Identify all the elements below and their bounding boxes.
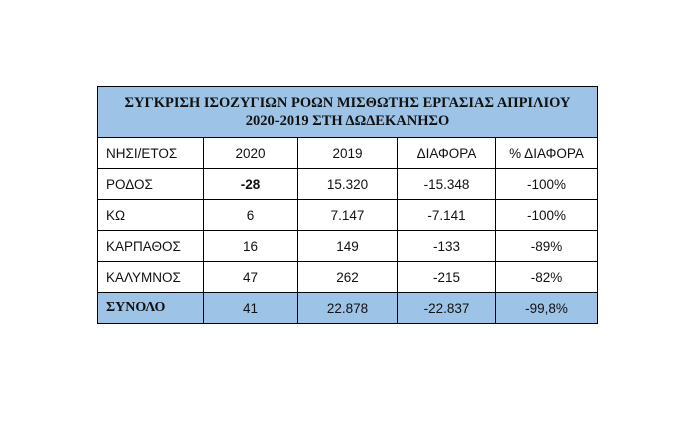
cell-percent-difference: -100% [496,169,598,200]
table-title-line2: 2020-2019 ΣΤΗ ΔΩΔΕΚΑΝΗΣΟ [245,113,450,129]
comparison-table [97,86,598,324]
cell-difference: -15.348 [398,169,496,200]
header-row [98,138,598,169]
cell-island: ΚΩ [98,200,204,231]
table-row-rodos [98,169,598,200]
table-title [98,87,598,138]
total-label: ΣΥΝΟΛΟ [98,293,204,324]
header-island-year: ΝΗΣΙ/ΕΤΟΣ [98,138,204,169]
total-difference: -22.837 [398,293,496,324]
cell-difference: -133 [398,231,496,262]
total-row [98,293,598,324]
cell-2020: 47 [204,262,298,293]
cell-2019: 262 [298,262,398,293]
table-row-kalymnos [98,262,598,293]
header-percent-difference: % ΔΙΑΦΟΡΑ [496,138,598,169]
cell-percent-difference: -100% [496,200,598,231]
table-row-kos [98,200,598,231]
cell-2020: -28 [204,169,298,200]
header-difference: ΔΙΑΦΟΡΑ [398,138,496,169]
header-2020: 2020 [204,138,298,169]
table-title-row [98,87,598,138]
cell-difference: -215 [398,262,496,293]
cell-2019: 149 [298,231,398,262]
cell-2020: 6 [204,200,298,231]
cell-2019: 15.320 [298,169,398,200]
cell-island: ΚΑΡΠΑΘΟΣ [98,231,204,262]
cell-percent-difference: -82% [496,262,598,293]
total-percent-difference: -99,8% [496,293,598,324]
cell-island: ΚΑΛΥΜΝΟΣ [98,262,204,293]
cell-island: ΡΟΔΟΣ [98,169,204,200]
table-title-line1: ΣΥΓΚΡΙΣΗ ΙΣΟΖΥΓΙΩΝ ΡΟΩΝ ΜΙΣΘΩΤΗΣ ΕΡΓΑΣΙΑΣ ΑΠΡΙΛΙΟΥ [124,95,571,111]
total-2020: 41 [204,293,298,324]
cell-percent-difference: -89% [496,231,598,262]
total-2019: 22.878 [298,293,398,324]
cell-2020: 16 [204,231,298,262]
cell-difference: -7.141 [398,200,496,231]
table-row-karpathos [98,231,598,262]
header-2019: 2019 [298,138,398,169]
cell-2019: 7.147 [298,200,398,231]
